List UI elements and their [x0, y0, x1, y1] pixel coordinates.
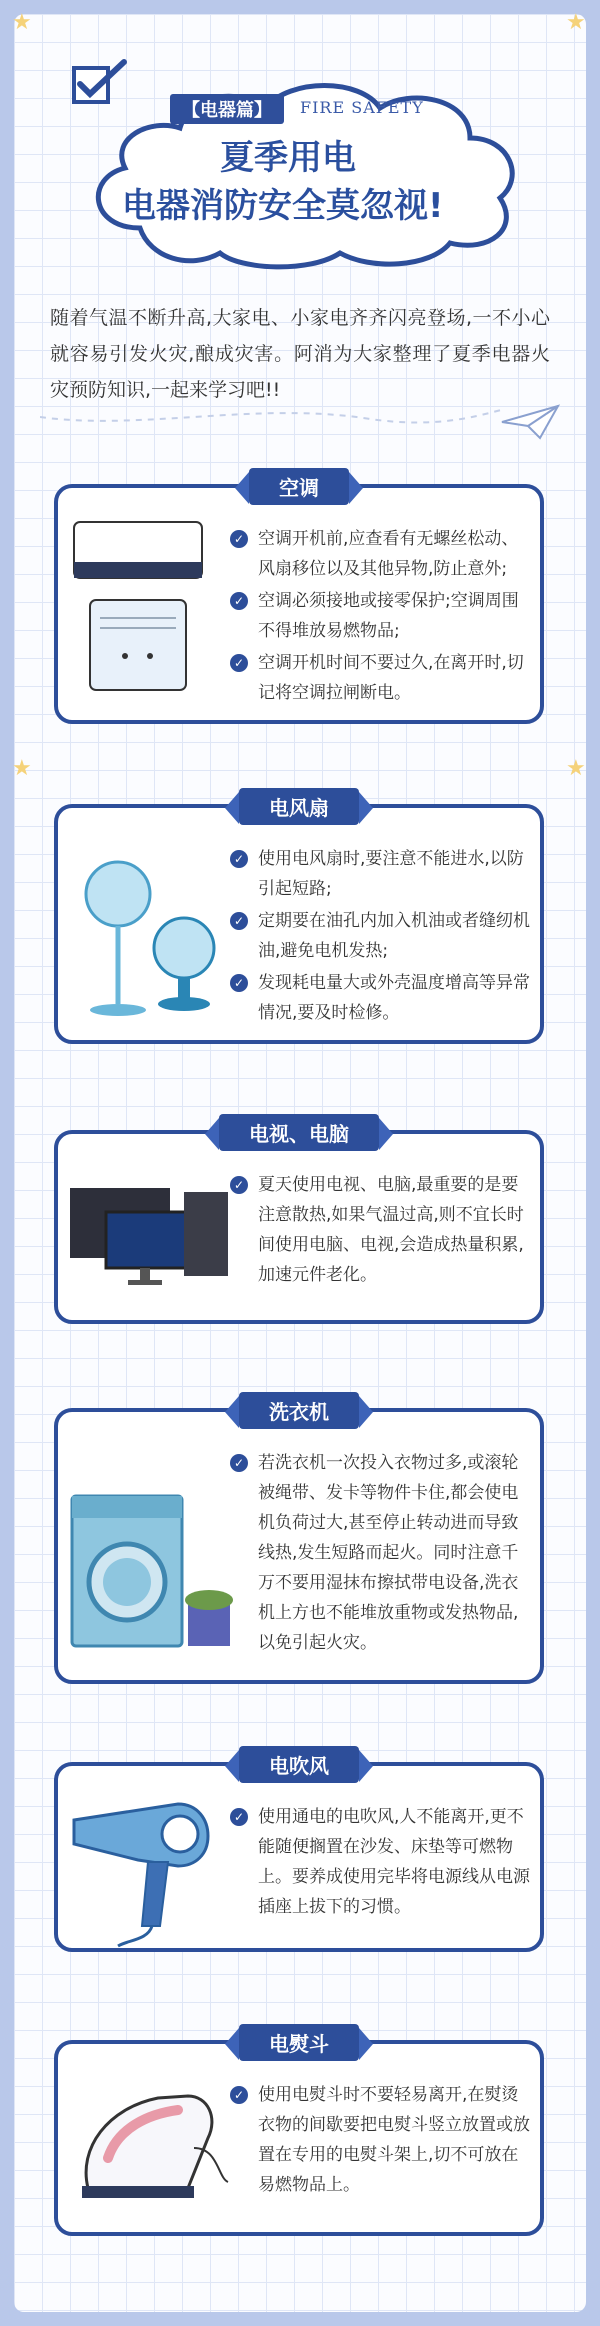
section-card-washing-machine: [54, 1400, 544, 1684]
check-icon: ✓: [230, 912, 248, 930]
check-icon: ✓: [230, 974, 248, 992]
paper-plane-icon: [500, 402, 560, 442]
list-item: ✓ 空调必须接地或接零保护;空调周围不得堆放易燃物品;: [230, 586, 530, 646]
check-icon: ✓: [230, 654, 248, 672]
star-icon: ★: [12, 756, 32, 781]
section-title: 电视、电脑: [219, 1114, 379, 1151]
star-icon: ★: [566, 756, 586, 781]
section-card-hair-dryer: [54, 1754, 544, 1952]
star-icon: ★: [12, 10, 32, 35]
iron-illustration: [68, 2078, 238, 2218]
check-icon: ✓: [230, 1808, 248, 1826]
star-icon: ★: [566, 10, 586, 35]
bullet-list: [230, 1170, 530, 1292]
section-card-electric-fan: [54, 796, 544, 1044]
header: [70, 58, 530, 278]
bullet-list: [230, 524, 530, 710]
header-tag: 【电器篇】: [170, 94, 284, 124]
list-item: ✓ 使用电熨斗时不要轻易离开,在熨烫衣物的间歇要把电熨斗竖立放置或放置在专用的电熨斗架上,切不可放在易燃物品上。: [230, 2080, 530, 2200]
check-icon: ✓: [230, 850, 248, 868]
check-icon: ✓: [230, 592, 248, 610]
list-item: ✓ 若洗衣机一次投入衣物过多,或滚轮被绳带、发卡等物件卡住,都会使电机负荷过大,甚至停止转动进而导致线热,发生短路而起火。同时注意千万不要用湿抹布擦拭带电设备,洗衣机上方也不能堆放重物或发热物品,以免引起火灾。: [230, 1448, 530, 1658]
check-icon: ✓: [230, 530, 248, 548]
check-icon: ✓: [230, 1176, 248, 1194]
section-title: 洗衣机: [239, 1392, 359, 1429]
section-title: 电吹风: [239, 1746, 359, 1783]
bullet-list: [230, 2080, 530, 2202]
bullet-list: [230, 844, 530, 1030]
washing-machine-illustration: [68, 1492, 238, 1662]
check-icon: ✓: [230, 2086, 248, 2104]
check-icon: ✓: [230, 1454, 248, 1472]
hair-dryer-illustration: [68, 1800, 228, 1950]
dashed-trail: [40, 395, 510, 425]
list-item: ✓ 空调开机前,应查看有无螺丝松动、风扇移位以及其他异物,防止意外;: [230, 524, 530, 584]
section-card-iron: [54, 2032, 544, 2236]
list-item: ✓ 定期要在油孔内加入机油或者缝纫机油,避免电机发热;: [230, 906, 530, 966]
list-item: ✓ 空调开机时间不要过久,在离开时,切记将空调拉闸断电。: [230, 648, 530, 708]
header-title-line2: 电器消防安全莫忽视!: [122, 186, 444, 226]
header-title-line1: 夏季用电: [220, 138, 356, 178]
list-item: ✓ 使用通电的电吹风,人不能离开,更不能随便搁置在沙发、床垫等可燃物上。要养成使用完毕将电源线从电源插座上拔下的习惯。: [230, 1802, 530, 1922]
section-title: 电熨斗: [239, 2024, 359, 2061]
list-item: ✓ 夏天使用电视、电脑,最重要的是要注意散热,如果气温过高,则不宜长时间使用电脑、电视,会造成热量积累,加速元件老化。: [230, 1170, 530, 1290]
section-card-tv-computer: [54, 1122, 544, 1324]
bullet-list: [230, 1448, 530, 1660]
list-item: ✓ 使用电风扇时,要注意不能进水,以防引起短路;: [230, 844, 530, 904]
section-card-air-conditioner: [54, 476, 544, 724]
header-tag-en: FIRE SAFETY: [300, 98, 424, 117]
electric-fan-illustration: [66, 844, 226, 1024]
section-title: 空调: [249, 468, 349, 505]
check-icon: [70, 58, 130, 108]
tv-computer-illustration: [66, 1182, 236, 1292]
list-item: ✓ 发现耗电量大或外壳温度增高等异常情况,要及时检修。: [230, 968, 530, 1028]
intro-paragraph: 随着气温不断升高,大家电、小家电齐齐闪亮登场,一不小心就容易引发火灾,酿成灾害。阿消为大家整理了夏季电器火灾预防知识,一起来学习吧!!: [50, 307, 550, 401]
air-conditioner-illustration: [70, 518, 210, 698]
section-title: 电风扇: [239, 788, 359, 825]
bullet-list: [230, 1802, 530, 1924]
